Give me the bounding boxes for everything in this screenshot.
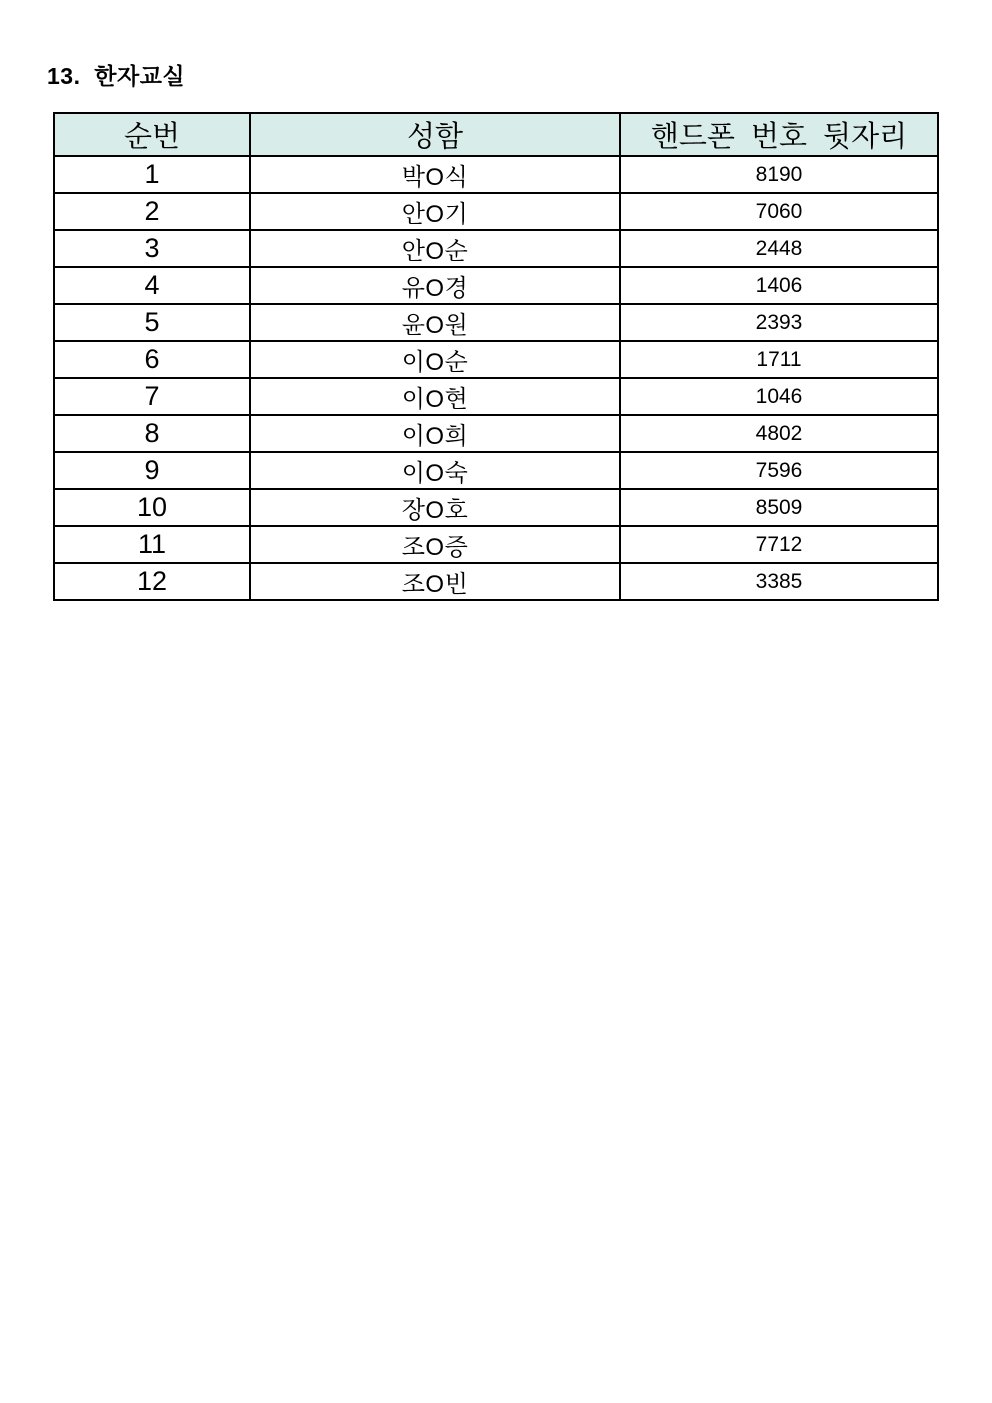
cell-no: 10: [54, 489, 250, 526]
cell-no: 1: [54, 156, 250, 193]
table-row: [54, 156, 938, 193]
cell-name: 이O순: [250, 341, 620, 378]
cell-no: 12: [54, 563, 250, 600]
table-header-row: [54, 113, 938, 156]
cell-phone: 2448: [620, 230, 938, 267]
cell-no: 9: [54, 452, 250, 489]
header-cell-no: 순번: [54, 113, 250, 156]
cell-phone: 8190: [620, 156, 938, 193]
cell-no: 3: [54, 230, 250, 267]
cell-phone: 4802: [620, 415, 938, 452]
table-row: [54, 193, 938, 230]
cell-phone: 3385: [620, 563, 938, 600]
table-row: [54, 267, 938, 304]
table-row: [54, 452, 938, 489]
table-row: [54, 415, 938, 452]
cell-phone: 1406: [620, 267, 938, 304]
table-row: [54, 341, 938, 378]
cell-name: 유O경: [250, 267, 620, 304]
page-title: 13. 한자교실: [47, 63, 186, 89]
cell-name: 조O빈: [250, 563, 620, 600]
table-row: [54, 230, 938, 267]
cell-name: 안O기: [250, 193, 620, 230]
cell-no: 4: [54, 267, 250, 304]
cell-name: 이O현: [250, 378, 620, 415]
cell-no: 5: [54, 304, 250, 341]
cell-phone: 7712: [620, 526, 938, 563]
table-row: [54, 304, 938, 341]
cell-name: 박O식: [250, 156, 620, 193]
cell-phone: 7596: [620, 452, 938, 489]
cell-phone: 1711: [620, 341, 938, 378]
cell-no: 2: [54, 193, 250, 230]
cell-name: 장O호: [250, 489, 620, 526]
cell-name: 윤O원: [250, 304, 620, 341]
table-row: [54, 563, 938, 600]
cell-phone: 1046: [620, 378, 938, 415]
cell-name: 이O숙: [250, 452, 620, 489]
header-cell-phone: 핸드폰 번호 뒷자리: [620, 113, 938, 156]
cell-no: 11: [54, 526, 250, 563]
cell-no: 8: [54, 415, 250, 452]
table-row: [54, 489, 938, 526]
cell-phone: 7060: [620, 193, 938, 230]
cell-no: 7: [54, 378, 250, 415]
table-row: [54, 526, 938, 563]
cell-phone: 2393: [620, 304, 938, 341]
table-row: [54, 378, 938, 415]
cell-name: 안O순: [250, 230, 620, 267]
cell-name: 이O희: [250, 415, 620, 452]
roster-table: [53, 112, 939, 601]
header-cell-name: 성함: [250, 113, 620, 156]
cell-no: 6: [54, 341, 250, 378]
cell-phone: 8509: [620, 489, 938, 526]
cell-name: 조O증: [250, 526, 620, 563]
